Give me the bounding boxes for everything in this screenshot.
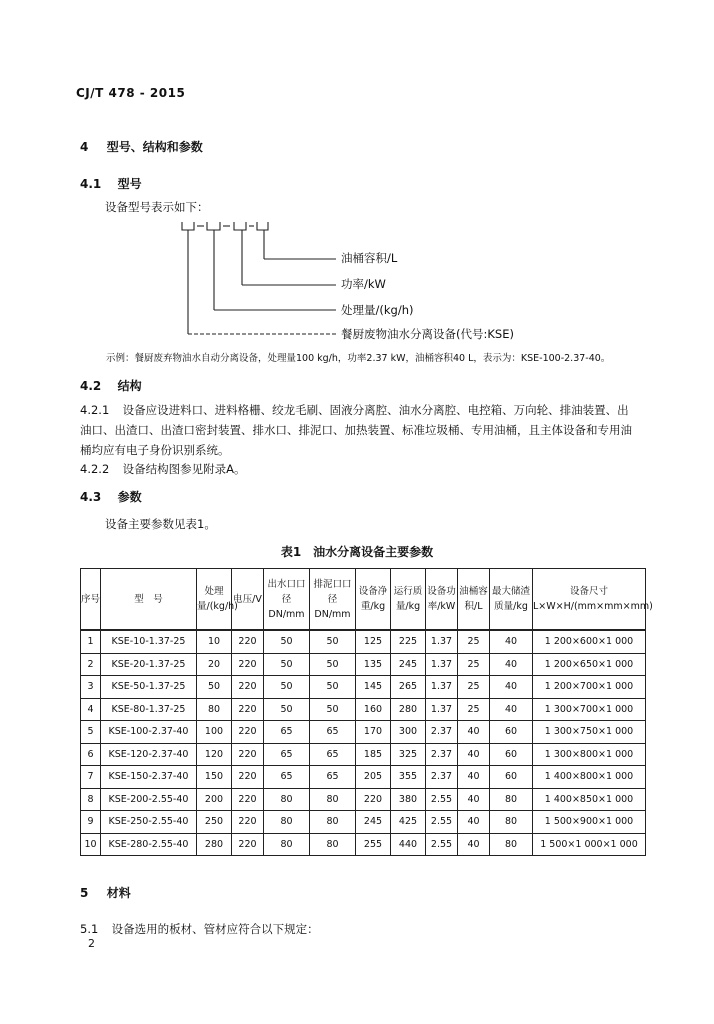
- table-cell: 2.55: [426, 788, 458, 811]
- subsection-4-2-heading: [80, 377, 142, 394]
- table-cell: 205: [356, 766, 391, 789]
- table-cell: 80: [310, 811, 356, 834]
- table-cell: 25: [458, 698, 490, 721]
- table-cell: 1.37: [426, 676, 458, 699]
- table-cell: 50: [264, 698, 310, 721]
- table-header-cell: 电压/V: [232, 569, 264, 631]
- table-cell: KSE-120-2.37-40: [101, 743, 197, 766]
- table-cell: 245: [391, 653, 426, 676]
- table-cell: 5: [81, 721, 101, 744]
- table-cell: 1 400×850×1 000: [533, 788, 646, 811]
- table-cell: 50: [310, 653, 356, 676]
- table-cell: 325: [391, 743, 426, 766]
- table-cell: 8: [81, 788, 101, 811]
- table-cell: 40: [458, 721, 490, 744]
- table-header-cell: 运行质量/kg: [391, 569, 426, 631]
- table-cell: 300: [391, 721, 426, 744]
- table-cell: 1 300×750×1 000: [533, 721, 646, 744]
- clause-text: 设备结构图参见附录A。: [122, 462, 246, 476]
- section-title: 材料: [106, 886, 131, 900]
- table-cell: 220: [232, 833, 264, 856]
- table-cell: 380: [391, 788, 426, 811]
- table-cell: 40: [490, 630, 533, 653]
- subsection-number: 4.1: [80, 177, 102, 191]
- diagram-label-capacity: 处理量/(kg/h): [341, 303, 414, 317]
- table-cell: KSE-200-2.55-40: [101, 788, 197, 811]
- table-cell: 220: [232, 721, 264, 744]
- table-cell: 2.37: [426, 721, 458, 744]
- table-cell: 25: [458, 676, 490, 699]
- table-cell: 50: [264, 676, 310, 699]
- diagram-label-power: 功率/kW: [341, 277, 386, 291]
- table-cell: 40: [490, 698, 533, 721]
- table-row: [81, 676, 646, 699]
- table-cell: 220: [232, 766, 264, 789]
- clause-text: 设备应设进料口、进料格栅、绞龙毛刷、固液分离腔、油水分离腔、电控箱、万向轮、排油装置、出: [122, 403, 629, 417]
- table-cell: 40: [458, 766, 490, 789]
- table-header-cell: 设备功率/kW: [426, 569, 458, 631]
- subsection-4-3-heading: [80, 488, 142, 505]
- designation-box-volume: [257, 222, 268, 230]
- designation-box-power: [234, 222, 246, 230]
- table-cell: 50: [264, 630, 310, 653]
- table-cell: 80: [264, 788, 310, 811]
- table-cell: 135: [356, 653, 391, 676]
- table-row: [81, 811, 646, 834]
- table-caption: 表1 油水分离设备主要参数: [280, 545, 434, 559]
- table-cell: 20: [197, 653, 232, 676]
- table-cell: 2: [81, 653, 101, 676]
- table-cell: KSE-280-2.55-40: [101, 833, 197, 856]
- model-example: 示例：餐厨废弃物油水自动分离设备，处理量100 kg/h，功率2.37 kW，油桶容积40 L，表示为：KSE-100-2.37-40。: [106, 353, 611, 364]
- table-cell: 65: [264, 721, 310, 744]
- table-cell: 60: [490, 743, 533, 766]
- clause-number: 4.2.2: [80, 462, 110, 476]
- table-cell: 40: [458, 788, 490, 811]
- table-cell: KSE-250-2.55-40: [101, 811, 197, 834]
- table-cell: 80: [197, 698, 232, 721]
- table-cell: 280: [391, 698, 426, 721]
- clause-4-2-1-line1: [80, 400, 629, 420]
- section-4-heading: [80, 138, 203, 155]
- table-cell: 255: [356, 833, 391, 856]
- table-cell: 40: [458, 833, 490, 856]
- table-cell: 4: [81, 698, 101, 721]
- table-cell: 65: [310, 743, 356, 766]
- subsection-4-1-heading: [80, 175, 142, 192]
- table-cell: 50: [310, 676, 356, 699]
- table-cell: 6: [81, 743, 101, 766]
- table-header-cell: 序号: [81, 569, 101, 631]
- table-cell: 100: [197, 721, 232, 744]
- table-cell: 1 200×650×1 000: [533, 653, 646, 676]
- params-intro: 设备主要参数见表1。: [105, 517, 216, 531]
- table-row: [81, 630, 646, 653]
- table-cell: 10: [81, 833, 101, 856]
- table-cell: 60: [490, 766, 533, 789]
- designation-box-capacity: [207, 222, 220, 230]
- table-cell: 2.55: [426, 833, 458, 856]
- table-header-cell: 设备尺寸L×W×H/(mm×mm×mm): [533, 569, 646, 631]
- parameters-table: [80, 568, 653, 856]
- table-cell: 220: [232, 698, 264, 721]
- standard-code: CJ/T 478 - 2015: [76, 86, 186, 100]
- table-cell: 1 500×1 000×1 000: [533, 833, 646, 856]
- table-cell: 40: [490, 676, 533, 699]
- clause-4-2-1-line2: 油口、出渣口、出渣口密封装置、排水口、排泥口、加热装置、标准垃圾桶、专用油桶，且主体设备和专用油: [80, 423, 632, 437]
- table-cell: 40: [490, 653, 533, 676]
- table-cell: 440: [391, 833, 426, 856]
- page-number: 2: [88, 937, 95, 950]
- table-cell: 220: [232, 788, 264, 811]
- table-cell: 1 500×900×1 000: [533, 811, 646, 834]
- table-cell: 50: [197, 676, 232, 699]
- table-cell: 7: [81, 766, 101, 789]
- table-cell: 80: [490, 811, 533, 834]
- table-cell: 220: [356, 788, 391, 811]
- table-cell: 265: [391, 676, 426, 699]
- clause-4-2-2: [80, 459, 245, 479]
- table-header-cell: 油桶容积/L: [458, 569, 490, 631]
- table-cell: 220: [232, 676, 264, 699]
- table-cell: 65: [264, 743, 310, 766]
- table-cell: 80: [264, 811, 310, 834]
- designation-box-code: [182, 222, 194, 230]
- table-cell: 2.55: [426, 811, 458, 834]
- subsection-title: 型号: [117, 177, 142, 191]
- table-cell: 40: [458, 743, 490, 766]
- clause-number: 5.1: [80, 922, 99, 936]
- table-cell: 1 300×800×1 000: [533, 743, 646, 766]
- table-header-cell: 型 号: [101, 569, 197, 631]
- table-row: [81, 721, 646, 744]
- table-cell: 2.37: [426, 766, 458, 789]
- diagram-label-volume: 油桶容积/L: [341, 251, 398, 265]
- table-cell: 225: [391, 630, 426, 653]
- table-cell: 65: [310, 721, 356, 744]
- table-cell: KSE-100-2.37-40: [101, 721, 197, 744]
- table-cell: 1.37: [426, 630, 458, 653]
- table-cell: 220: [232, 743, 264, 766]
- table-row: [81, 833, 646, 856]
- table-cell: 10: [197, 630, 232, 653]
- table-cell: 355: [391, 766, 426, 789]
- table-cell: 160: [356, 698, 391, 721]
- table-cell: 65: [310, 766, 356, 789]
- table-header-cell: 排泥口口径DN/mm: [310, 569, 356, 631]
- clause-5-1: [80, 919, 319, 939]
- table-cell: 220: [232, 811, 264, 834]
- section-number: 5: [80, 886, 89, 900]
- table-cell: 245: [356, 811, 391, 834]
- table-cell: 80: [310, 833, 356, 856]
- table-cell: 1 200×700×1 000: [533, 676, 646, 699]
- table-cell: 425: [391, 811, 426, 834]
- subsection-number: 4.2: [80, 379, 102, 393]
- table-cell: 280: [197, 833, 232, 856]
- table-cell: 1.37: [426, 653, 458, 676]
- table-cell: 80: [490, 833, 533, 856]
- section-title: 型号、结构和参数: [106, 140, 203, 154]
- table-cell: 200: [197, 788, 232, 811]
- table-cell: 40: [458, 811, 490, 834]
- table-cell: 1 300×700×1 000: [533, 698, 646, 721]
- table-cell: 250: [197, 811, 232, 834]
- subsection-title: 结构: [117, 379, 142, 393]
- table-cell: 65: [264, 766, 310, 789]
- table-cell: 3: [81, 676, 101, 699]
- table-header-cell: 处理量/(kg/h): [197, 569, 232, 631]
- table-cell: 170: [356, 721, 391, 744]
- table-cell: 120: [197, 743, 232, 766]
- table-cell: KSE-20-1.37-25: [101, 653, 197, 676]
- table-cell: 220: [232, 630, 264, 653]
- table-cell: 25: [458, 630, 490, 653]
- clause-number: 4.2.1: [80, 403, 110, 417]
- table-cell: 80: [264, 833, 310, 856]
- table-cell: 50: [310, 630, 356, 653]
- table-cell: 145: [356, 676, 391, 699]
- subsection-title: 参数: [117, 490, 142, 504]
- table-header-cell: 出水口口径DN/mm: [264, 569, 310, 631]
- table-cell: 80: [310, 788, 356, 811]
- table-cell: 1: [81, 630, 101, 653]
- table-cell: 185: [356, 743, 391, 766]
- clause-4-2-1-line3: 桶均应有电子身份识别系统。: [80, 443, 230, 457]
- table-cell: 1.37: [426, 698, 458, 721]
- section-number: 4: [80, 140, 89, 154]
- table-cell: 1 400×800×1 000: [533, 766, 646, 789]
- model-designation-diagram: [180, 218, 340, 338]
- table-cell: 60: [490, 721, 533, 744]
- model-intro: 设备型号表示如下：: [105, 200, 209, 214]
- clause-text: 设备选用的板材、管材应符合以下规定：: [111, 922, 319, 936]
- table-cell: KSE-80-1.37-25: [101, 698, 197, 721]
- table-cell: 1 200×600×1 000: [533, 630, 646, 653]
- table-header-cell: 设备净重/kg: [356, 569, 391, 631]
- table-cell: 220: [232, 653, 264, 676]
- table-row: [81, 653, 646, 676]
- table-row: [81, 788, 646, 811]
- table-row: [81, 698, 646, 721]
- table-row: [81, 743, 646, 766]
- table-row: [81, 766, 646, 789]
- section-5-heading: [80, 884, 131, 901]
- table-cell: 50: [264, 653, 310, 676]
- subsection-number: 4.3: [80, 490, 102, 504]
- table-body: [81, 630, 646, 856]
- table-cell: 80: [490, 788, 533, 811]
- table-cell: KSE-50-1.37-25: [101, 676, 197, 699]
- table-cell: KSE-10-1.37-25: [101, 630, 197, 653]
- table-cell: 9: [81, 811, 101, 834]
- table-header-cell: 最大储渣质量/kg: [490, 569, 533, 631]
- table-header-row: [81, 569, 646, 631]
- diagram-label-code: 餐厨废物油水分离设备(代号:KSE): [341, 327, 514, 341]
- table-cell: 150: [197, 766, 232, 789]
- table-cell: 50: [310, 698, 356, 721]
- table-cell: 2.37: [426, 743, 458, 766]
- table-cell: KSE-150-2.37-40: [101, 766, 197, 789]
- table-cell: 125: [356, 630, 391, 653]
- table-cell: 25: [458, 653, 490, 676]
